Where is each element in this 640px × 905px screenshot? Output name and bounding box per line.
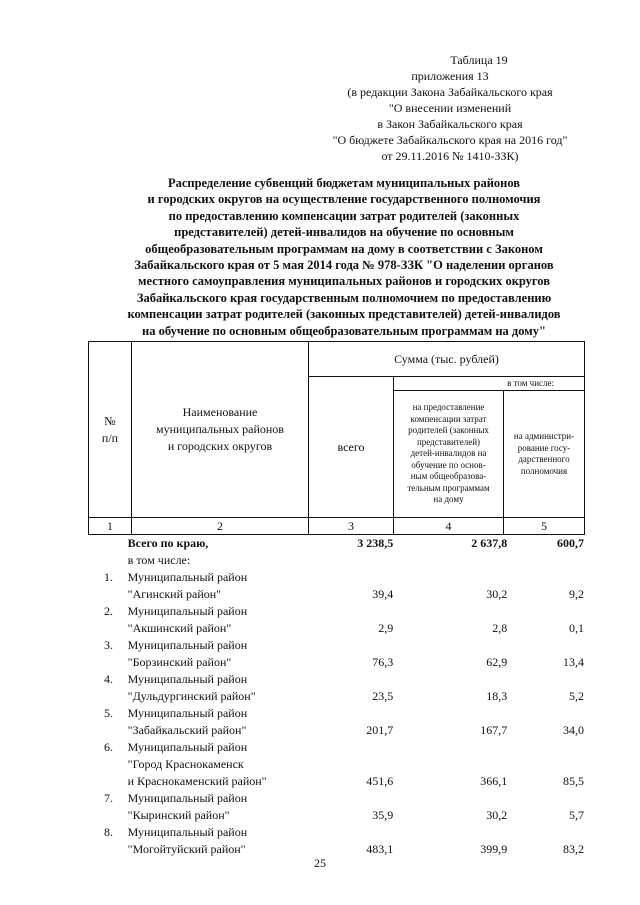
document-header xyxy=(300,52,600,164)
row-number: 2. xyxy=(104,604,113,618)
row-total: 76,3 xyxy=(372,655,394,669)
row-number xyxy=(88,535,124,552)
title-line: местного самоуправления муниципальных районов и городских округов xyxy=(137,274,550,289)
header-name: Наименование муниципальных районов и городских округов xyxy=(132,342,309,518)
column-index: 1 xyxy=(89,518,132,535)
table-row xyxy=(88,637,584,671)
row-name-line: в том числе: xyxy=(127,553,191,567)
row-number: 7. xyxy=(104,791,113,805)
document-title xyxy=(70,175,618,339)
table-row xyxy=(88,705,584,739)
header-line: приложения 13 xyxy=(411,69,489,83)
row-admin: 34,0 xyxy=(562,723,584,737)
row-name-line: Муниципальный район xyxy=(127,706,248,720)
title-line: общеобразовательным программам на дому в соответствии с Законом xyxy=(145,241,543,256)
row-compensation: 30,2 xyxy=(486,808,508,822)
row-admin: 0,1 xyxy=(568,621,584,635)
row-total: 35,9 xyxy=(372,808,394,822)
row-number: 3. xyxy=(104,638,113,652)
column-index: 5 xyxy=(504,518,585,535)
row-name xyxy=(124,535,309,552)
row-name-line: Муниципальный район xyxy=(127,570,248,584)
row-admin: 5,2 xyxy=(568,689,584,703)
row-admin: 9,2 xyxy=(568,587,584,601)
title-line: Забайкальского края от 5 мая 2014 года № 978-ЗЗК "О наделении органов xyxy=(134,258,554,273)
header-sum: Сумма (тыс. рублей) xyxy=(309,342,585,377)
header-including: в том числе: xyxy=(394,377,585,391)
row-name xyxy=(124,637,309,671)
row-name xyxy=(124,790,309,824)
row-name xyxy=(124,569,309,603)
table-row xyxy=(88,535,584,552)
row-compensation: 62,9 xyxy=(486,655,508,669)
table-row xyxy=(88,671,584,705)
row-name-line: "Дульдургинский район" xyxy=(127,689,256,703)
row-admin: 83,2 xyxy=(562,842,584,856)
row-admin: 5,7 xyxy=(568,808,584,822)
header-total: всего xyxy=(309,377,394,518)
row-name-line: "Могойтуйский район" xyxy=(127,842,246,856)
row-name-line: Муниципальный район xyxy=(127,825,248,839)
header-compensation: на предоставление компенсации затрат родителей (законных представителей) детей-инвалидов на обучение по основ- ным общеобразова- тельным программам на дому xyxy=(394,391,504,518)
row-name-line: "Агинский район" xyxy=(127,587,222,601)
row-total: 451,6 xyxy=(366,774,394,788)
page-number: 25 xyxy=(314,856,326,870)
row-total: 201,7 xyxy=(366,723,394,737)
column-index: 3 xyxy=(309,518,394,535)
header-line: "О внесении изменений xyxy=(388,101,512,115)
row-name-line: Муниципальный район xyxy=(127,672,248,686)
subsidy-table-header xyxy=(88,341,585,535)
header-num: № п/п xyxy=(89,342,132,518)
row-admin: 85,5 xyxy=(562,774,584,788)
row-number: 4. xyxy=(104,672,113,686)
header-line: в Закон Забайкальского края xyxy=(377,117,523,131)
row-compensation: 399,9 xyxy=(480,842,508,856)
row-name-line: Всего по краю, xyxy=(127,536,209,550)
row-name xyxy=(124,671,309,705)
table-label: Таблица 19 xyxy=(450,53,508,67)
column-index: 4 xyxy=(394,518,504,535)
row-name-line: Муниципальный район xyxy=(127,740,248,754)
row-number xyxy=(88,552,124,569)
subsidy-table-body xyxy=(88,535,584,858)
row-name xyxy=(124,739,309,790)
row-name xyxy=(124,705,309,739)
table-row xyxy=(88,790,584,824)
table-row xyxy=(88,739,584,790)
table-row xyxy=(88,552,584,569)
header-line: от 29.11.2016 № 1410-ЗЗК) xyxy=(381,149,519,163)
row-name-line: Муниципальный район xyxy=(127,604,248,618)
row-compensation: 366,1 xyxy=(480,774,508,788)
title-line: по предоставлению компенсации затрат родителей (законных xyxy=(168,208,520,223)
row-name xyxy=(124,603,309,637)
table-row xyxy=(88,603,584,637)
row-total: 2,9 xyxy=(378,621,394,635)
table-row xyxy=(88,569,584,603)
row-name-line: "Борзинский район" xyxy=(127,655,232,669)
row-compensation: 18,3 xyxy=(486,689,508,703)
title-line: на обучение по основным общеобразовательным программам на дому" xyxy=(142,323,546,338)
row-compensation: 2 637,8 xyxy=(471,536,508,550)
row-compensation: 30,2 xyxy=(486,587,508,601)
row-number: 1. xyxy=(104,570,113,584)
title-line: представителей) детей-инвалидов на обучение по основным xyxy=(174,225,514,240)
row-compensation: 167,7 xyxy=(480,723,508,737)
row-name-line: и Краснокаменский район" xyxy=(127,774,267,788)
title-line: Забайкальского края государственным полномочием по предоставлению xyxy=(136,290,552,305)
row-total: 483,1 xyxy=(366,842,394,856)
row-number: 6. xyxy=(104,740,113,754)
row-name-line: "Город Краснокаменск xyxy=(127,757,244,771)
row-name-line: "Кыринский район" xyxy=(127,808,230,822)
header-admin: на администри- рование госу- дарственного полномочия xyxy=(504,391,585,518)
header-line: (в редакции Закона Забайкальского края xyxy=(347,85,553,99)
header-line: "О бюджете Забайкальского края на 2016 год" xyxy=(332,133,568,147)
row-compensation: 2,8 xyxy=(492,621,508,635)
row-admin: 600,7 xyxy=(556,536,584,550)
row-name xyxy=(124,824,309,858)
row-name-line: "Забайкальский район" xyxy=(127,723,247,737)
row-name-line: "Акшинский район" xyxy=(127,621,232,635)
row-total: 39,4 xyxy=(372,587,394,601)
column-index: 2 xyxy=(132,518,309,535)
row-admin: 13,4 xyxy=(562,655,584,669)
title-line: и городских округов на осуществление государственного полномочия xyxy=(147,192,541,207)
row-number: 5. xyxy=(104,706,113,720)
row-name-line: Муниципальный район xyxy=(127,791,248,805)
title-line: Распределение субвенций бюджетам муниципальных районов xyxy=(167,176,521,190)
row-name-line: Муниципальный район xyxy=(127,638,248,652)
table-row xyxy=(88,824,584,858)
row-total: 3 238,5 xyxy=(357,536,394,550)
row-total: 23,5 xyxy=(372,689,394,703)
row-name xyxy=(124,552,309,569)
row-number: 8. xyxy=(104,825,113,839)
title-line: компенсации затрат родителей (законных представителей) детей-инвалидов xyxy=(127,307,561,322)
